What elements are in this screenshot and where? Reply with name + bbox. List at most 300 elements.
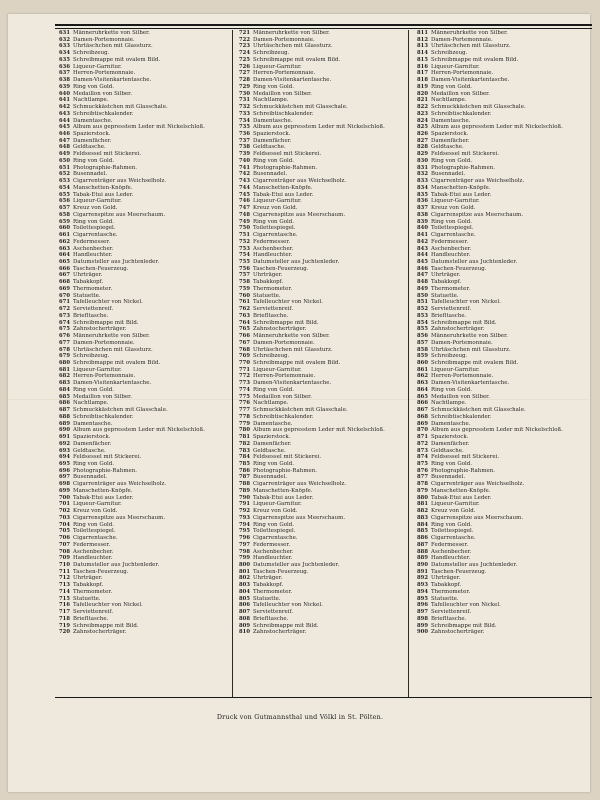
item-text: Nachtlampe. xyxy=(73,97,109,104)
item-number: 679 xyxy=(59,353,70,360)
item-number: 749 xyxy=(239,218,250,225)
item-number: 732 xyxy=(239,104,250,111)
list-item xyxy=(414,198,574,205)
list-item xyxy=(236,481,408,488)
list-item xyxy=(56,562,228,569)
item-text: Herren-Portemonnaie. xyxy=(253,70,316,77)
item-text: Tafelleuchter von Nickel. xyxy=(253,299,323,306)
list-item xyxy=(414,131,574,138)
item-number: 699 xyxy=(59,487,70,494)
list-item xyxy=(414,474,574,481)
item-number: 763 xyxy=(239,312,250,319)
list-item xyxy=(236,575,408,582)
item-text: Busennadel. xyxy=(73,474,108,481)
item-text: Tabak-Etui aus Leder. xyxy=(73,494,134,501)
item-number: 805 xyxy=(239,595,250,602)
item-text: Photographie-Rahmen. xyxy=(253,164,318,171)
item-number: 657 xyxy=(59,205,70,212)
item-number: 789 xyxy=(239,487,250,494)
item-text: Damen-Portemonnaie. xyxy=(253,36,315,43)
list-item xyxy=(414,562,574,569)
item-number: 840 xyxy=(417,225,428,232)
list-item xyxy=(414,232,574,239)
item-number: 851 xyxy=(417,299,428,306)
item-number: 666 xyxy=(59,265,70,272)
item-number: 728 xyxy=(239,77,250,84)
item-text: Liqueur-Garnitur. xyxy=(73,366,122,373)
item-number: 803 xyxy=(239,582,250,589)
list-item xyxy=(236,138,408,145)
item-number: 756 xyxy=(239,265,250,272)
list-item xyxy=(236,299,408,306)
item-number: 757 xyxy=(239,272,250,279)
item-text: Briefltasche. xyxy=(431,312,467,319)
item-text: Aschenbecher. xyxy=(431,245,472,252)
item-text: Damenfächer. xyxy=(253,440,292,447)
list-item xyxy=(56,360,228,367)
item-text: Ring von Gold. xyxy=(431,521,473,528)
list-item xyxy=(414,360,574,367)
item-number: 806 xyxy=(239,602,250,609)
item-number: 675 xyxy=(59,326,70,333)
item-number: 753 xyxy=(239,245,250,252)
list-item xyxy=(414,91,574,98)
item-number: 777 xyxy=(239,407,250,414)
list-item xyxy=(56,232,228,239)
item-text: Photographie-Rahmen. xyxy=(73,467,138,474)
list-item xyxy=(56,198,228,205)
item-text: Ring von Gold. xyxy=(253,386,295,393)
list-item xyxy=(56,387,228,394)
list-item xyxy=(414,279,574,286)
item-text: Medaillon von Silber. xyxy=(253,393,312,400)
item-text: Tafelleuchter von Nickel. xyxy=(431,602,501,609)
item-text: Ring von Gold. xyxy=(73,386,115,393)
list-item xyxy=(414,299,574,306)
item-text: Tabakkopf. xyxy=(253,279,284,286)
item-text: Damen-Portemonnaie. xyxy=(253,339,315,346)
list-item xyxy=(414,616,574,623)
item-text: Toilettespiegel. xyxy=(431,528,474,535)
item-text: Handleuchter. xyxy=(431,252,471,259)
item-number: 877 xyxy=(417,474,428,481)
list-item xyxy=(414,272,574,279)
item-number: 836 xyxy=(417,198,428,205)
item-number: 662 xyxy=(59,238,70,245)
item-text: Aschenbecher. xyxy=(253,245,294,252)
item-number: 784 xyxy=(239,454,250,461)
item-number: 754 xyxy=(239,252,250,259)
list-item xyxy=(236,468,408,475)
item-number: 737 xyxy=(239,137,250,144)
list-item xyxy=(56,414,228,421)
item-text: Taschen-Feuerzeug. xyxy=(73,265,129,272)
item-text: Liqueur-Garnitur. xyxy=(73,501,122,508)
item-text: Damen-Portemonnaie. xyxy=(73,339,135,346)
item-text: Thermometer. xyxy=(73,588,113,595)
item-number: 701 xyxy=(59,501,70,508)
list-item xyxy=(56,293,228,300)
item-text: Zahnstocherträger. xyxy=(253,629,307,636)
item-number: 817 xyxy=(417,70,428,77)
item-number: 819 xyxy=(417,83,428,90)
item-text: Liqueur-Garnitur. xyxy=(253,63,302,70)
list-item xyxy=(414,158,574,165)
item-text: Schreibmappe mit Bild. xyxy=(73,319,139,326)
list-item xyxy=(236,192,408,199)
item-number: 651 xyxy=(59,164,70,171)
list-item xyxy=(56,171,228,178)
item-text: Tabakkopf. xyxy=(73,582,104,589)
list-item xyxy=(236,380,408,387)
list-item xyxy=(56,30,228,37)
item-number: 880 xyxy=(417,494,428,501)
item-number: 844 xyxy=(417,252,428,259)
list-item xyxy=(56,441,228,448)
item-number: 765 xyxy=(239,326,250,333)
item-text: Thermometer. xyxy=(253,588,293,595)
list-item xyxy=(236,549,408,556)
list-item xyxy=(414,340,574,347)
item-number: 652 xyxy=(59,171,70,178)
list-item xyxy=(56,178,228,185)
item-text: Statuette. xyxy=(73,595,101,602)
list-item xyxy=(56,454,228,461)
item-number: 776 xyxy=(239,400,250,407)
list-item xyxy=(414,252,574,259)
item-number: 738 xyxy=(239,144,250,151)
item-number: 855 xyxy=(417,326,428,333)
item-text: Serviettenreif. xyxy=(431,306,472,313)
list-item xyxy=(56,326,228,333)
list-item xyxy=(236,373,408,380)
item-number: 642 xyxy=(59,104,70,111)
item-text: Kreuz von Gold. xyxy=(431,508,476,515)
list-item xyxy=(414,454,574,461)
item-number: 770 xyxy=(239,359,250,366)
item-number: 816 xyxy=(417,63,428,70)
item-number: 863 xyxy=(417,380,428,387)
list-item xyxy=(236,347,408,354)
item-number: 861 xyxy=(417,366,428,373)
list-item xyxy=(236,272,408,279)
item-text: Photographie-Rahmen. xyxy=(253,467,318,474)
list-item xyxy=(414,448,574,455)
item-number: 741 xyxy=(239,164,250,171)
item-number: 735 xyxy=(239,124,250,131)
top-rule xyxy=(55,24,592,29)
item-text: Federmesser. xyxy=(73,541,111,548)
list-item xyxy=(236,97,408,104)
list-item xyxy=(56,468,228,475)
item-number: 815 xyxy=(417,56,428,63)
item-number: 734 xyxy=(239,117,250,124)
item-text: Damenfächer. xyxy=(73,137,112,144)
list-item xyxy=(236,219,408,226)
list-item xyxy=(236,165,408,172)
item-number: 796 xyxy=(239,535,250,542)
list-item xyxy=(414,138,574,145)
item-text: Statuette. xyxy=(73,292,101,299)
item-text: Schreibtischkalender. xyxy=(253,413,314,420)
item-text: Geldtasche. xyxy=(73,144,106,151)
item-number: 718 xyxy=(59,615,70,622)
list-item xyxy=(414,306,574,313)
item-text: Schreibmappe mit ovalem Bild. xyxy=(73,56,161,63)
list-item xyxy=(236,501,408,508)
list-item xyxy=(56,340,228,347)
item-number: 838 xyxy=(417,211,428,218)
item-text: Cigarrenträger aus Weichselholz. xyxy=(431,481,525,488)
item-number: 697 xyxy=(59,474,70,481)
item-text: Schreibzeug. xyxy=(253,353,290,360)
list-item xyxy=(414,57,574,64)
item-number: 645 xyxy=(59,124,70,131)
item-text: Tabak-Etui aus Leder. xyxy=(431,191,492,198)
item-number: 764 xyxy=(239,319,250,326)
list-item xyxy=(56,481,228,488)
item-text: Briefltasche. xyxy=(253,615,289,622)
item-number: 729 xyxy=(239,83,250,90)
list-item xyxy=(56,185,228,192)
list-item xyxy=(236,582,408,589)
item-number: 831 xyxy=(417,164,428,171)
item-number: 790 xyxy=(239,494,250,501)
item-number: 847 xyxy=(417,272,428,279)
item-number: 640 xyxy=(59,90,70,97)
item-text: Herren-Portemonnaie. xyxy=(73,373,136,380)
list-item xyxy=(56,602,228,609)
list-item xyxy=(56,448,228,455)
item-text: Busennadel. xyxy=(431,171,466,178)
item-text: Serviettenreif. xyxy=(253,306,294,313)
list-item xyxy=(414,293,574,300)
item-text: Taschen-Feuerzeug. xyxy=(431,568,487,575)
list-item xyxy=(236,30,408,37)
list-item xyxy=(56,299,228,306)
item-text: Damen-Visitenkartentasche. xyxy=(73,380,152,387)
item-number: 807 xyxy=(239,609,250,616)
item-text: Busennadel. xyxy=(73,171,108,178)
list-item xyxy=(414,84,574,91)
list-item xyxy=(56,373,228,380)
item-text: Manschetten-Knöpfe. xyxy=(253,487,313,494)
item-number: 850 xyxy=(417,292,428,299)
list-item xyxy=(56,367,228,374)
item-text: Damentasche. xyxy=(431,117,471,124)
item-number: 813 xyxy=(417,43,428,50)
item-number: 812 xyxy=(417,36,428,43)
list-item xyxy=(236,326,408,333)
item-text: Medaillon von Silber. xyxy=(431,393,490,400)
item-number: 825 xyxy=(417,124,428,131)
list-item xyxy=(236,562,408,569)
item-text: Spazierstock. xyxy=(431,131,469,138)
item-text: Ring von Gold. xyxy=(73,83,115,90)
item-number: 827 xyxy=(417,137,428,144)
item-number: 894 xyxy=(417,588,428,595)
item-number: 867 xyxy=(417,407,428,414)
item-number: 783 xyxy=(239,447,250,454)
list-item xyxy=(414,353,574,360)
list-item xyxy=(236,400,408,407)
item-number: 684 xyxy=(59,386,70,393)
list-item xyxy=(236,528,408,535)
item-text: Schreibtischkalender. xyxy=(431,110,492,117)
list-item xyxy=(414,582,574,589)
item-number: 725 xyxy=(239,56,250,63)
item-number: 686 xyxy=(59,400,70,407)
list-item xyxy=(236,43,408,50)
list-item xyxy=(56,515,228,522)
list-item xyxy=(56,575,228,582)
item-text: Spazierstock. xyxy=(73,434,111,441)
item-text: Geldtasche. xyxy=(431,144,464,151)
item-number: 823 xyxy=(417,110,428,117)
item-number: 878 xyxy=(417,481,428,488)
item-text: Uhrträger. xyxy=(73,272,103,279)
item-number: 891 xyxy=(417,568,428,575)
list-item xyxy=(414,118,574,125)
list-item xyxy=(236,602,408,609)
item-text: Liqueur-Garnitur. xyxy=(73,63,122,70)
item-text: Cigarrenspitze aus Meerschaum. xyxy=(73,514,166,521)
item-text: Album aus gepresstem Leder mit Nickelschloß. xyxy=(431,124,563,131)
list-item xyxy=(236,198,408,205)
list-item xyxy=(56,461,228,468)
item-number: 782 xyxy=(239,440,250,447)
list-item xyxy=(414,542,574,549)
item-number: 661 xyxy=(59,232,70,239)
item-number: 879 xyxy=(417,487,428,494)
item-text: Federmesser. xyxy=(431,238,469,245)
list-item xyxy=(414,326,574,333)
printer-imprint: Druck von Gutmannsthal und Völkl in St. Pölten. xyxy=(216,713,384,721)
item-text: Feldsessel mit Stickerei. xyxy=(253,151,322,158)
list-item xyxy=(56,434,228,441)
list-item xyxy=(236,454,408,461)
item-text: Schmuckkästchen mit Glasschale. xyxy=(73,104,168,111)
list-item xyxy=(236,340,408,347)
list-item xyxy=(236,266,408,273)
item-number: 856 xyxy=(417,333,428,340)
list-item xyxy=(56,57,228,64)
item-number: 869 xyxy=(417,420,428,427)
list-item xyxy=(414,219,574,226)
item-text: Datumsteller aus Juchtenleder. xyxy=(253,258,340,265)
list-item xyxy=(414,495,574,502)
list-item xyxy=(414,286,574,293)
item-number: 690 xyxy=(59,427,70,434)
item-number: 866 xyxy=(417,400,428,407)
list-item xyxy=(236,124,408,131)
list-item xyxy=(56,279,228,286)
item-text: Herren-Portemonnaie. xyxy=(73,70,136,77)
item-number: 648 xyxy=(59,144,70,151)
item-number: 809 xyxy=(239,622,250,629)
list-item xyxy=(236,555,408,562)
item-number: 751 xyxy=(239,232,250,239)
list-item xyxy=(414,387,574,394)
item-text: Zahnstocherträger. xyxy=(73,326,127,333)
list-item xyxy=(56,37,228,44)
list-item xyxy=(236,286,408,293)
item-number: 659 xyxy=(59,218,70,225)
list-item xyxy=(414,212,574,219)
list-item xyxy=(414,596,574,603)
list-item xyxy=(236,171,408,178)
list-item xyxy=(414,185,574,192)
list-item xyxy=(56,259,228,266)
item-text: Manschetten-Knöpfe. xyxy=(73,487,133,494)
item-text: Serviettenreif. xyxy=(73,306,114,313)
list-column-1 xyxy=(56,30,228,696)
item-number: 889 xyxy=(417,555,428,562)
list-item xyxy=(236,158,408,165)
item-number: 793 xyxy=(239,514,250,521)
item-number: 740 xyxy=(239,157,250,164)
list-item xyxy=(236,535,408,542)
item-number: 670 xyxy=(59,292,70,299)
item-number: 884 xyxy=(417,521,428,528)
item-number: 682 xyxy=(59,373,70,380)
item-number: 761 xyxy=(239,299,250,306)
item-number: 885 xyxy=(417,528,428,535)
item-text: Thermometer. xyxy=(253,285,293,292)
item-text: Federmesser. xyxy=(253,238,291,245)
list-item xyxy=(414,37,574,44)
list-item xyxy=(414,111,574,118)
item-number: 685 xyxy=(59,393,70,400)
item-text: Ring von Gold. xyxy=(253,461,295,467)
item-number: 876 xyxy=(417,467,428,474)
item-text: Thermometer. xyxy=(73,285,113,292)
item-text: Ring von Gold. xyxy=(253,521,295,528)
list-item xyxy=(56,508,228,515)
list-item xyxy=(414,77,574,84)
item-text: Handleuchter. xyxy=(73,555,113,562)
item-text: Herren-Portemonnaie. xyxy=(431,373,494,380)
item-text: Schmuckkästchen mit Glasschale. xyxy=(253,104,348,111)
list-item xyxy=(56,400,228,407)
item-number: 896 xyxy=(417,602,428,609)
item-text: Ring von Gold. xyxy=(253,83,295,90)
list-item xyxy=(414,320,574,327)
item-text: Kreuz von Gold. xyxy=(73,508,118,515)
item-number: 716 xyxy=(59,602,70,609)
item-number: 771 xyxy=(239,366,250,373)
item-text: Feldsessel mit Stickerei. xyxy=(431,151,500,158)
item-number: 722 xyxy=(239,36,250,43)
list-item xyxy=(236,84,408,91)
item-text: Cigarrentasche. xyxy=(431,535,476,542)
item-text: Ring von Gold. xyxy=(73,157,115,164)
list-column-2 xyxy=(236,30,408,696)
item-text: Uhrträger. xyxy=(73,575,103,582)
item-text: Datumsteller aus Juchtenleder. xyxy=(431,258,518,265)
list-item xyxy=(56,582,228,589)
item-number: 678 xyxy=(59,346,70,353)
item-number: 650 xyxy=(59,157,70,164)
list-item xyxy=(414,555,574,562)
item-number: 706 xyxy=(59,535,70,542)
item-number: 695 xyxy=(59,461,70,467)
item-number: 774 xyxy=(239,386,250,393)
item-number: 653 xyxy=(59,178,70,185)
item-text: Aschenbecher. xyxy=(73,245,114,252)
item-text: Serviettenreif. xyxy=(73,609,114,616)
item-number: 898 xyxy=(417,615,428,622)
